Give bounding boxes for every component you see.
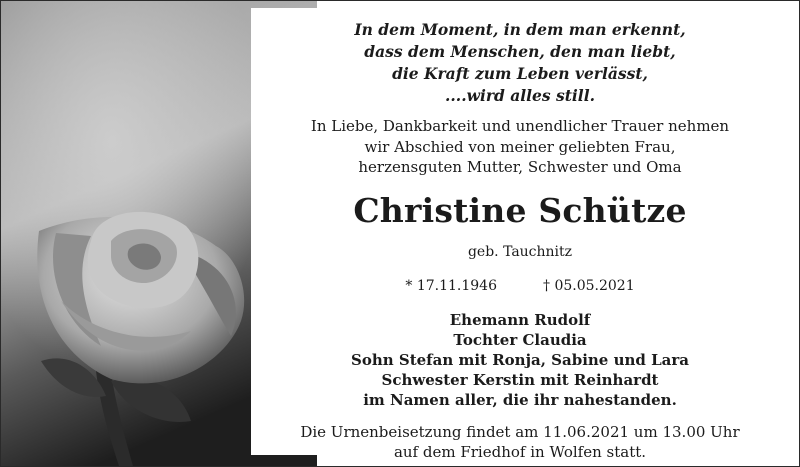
- death-date: † 05.05.2021: [543, 277, 635, 294]
- ceremony-line: Die Urnenbeisetzung findet am 11.06.2021 um 13.00 Uhr: [300, 422, 740, 441]
- birth-date: * 17.11.1946: [405, 277, 497, 294]
- mourner-line: Ehemann Rudolf: [449, 310, 591, 329]
- mourner-line: Tochter Claudia: [453, 330, 587, 349]
- text-column: [251, 8, 789, 463]
- mourner-line: Schwester Kerstin mit Reinhardt: [381, 371, 659, 390]
- intro-line: In Liebe, Dankbarkeit und unendlicher Trauer nehmen: [310, 117, 730, 135]
- mourners-list: [251, 310, 789, 411]
- deceased-name: Christine Schütze: [353, 190, 687, 230]
- intro-line: herzensguten Mutter, Schwester und Oma: [358, 158, 682, 176]
- mourner-line: im Namen aller, die ihr nahestanden.: [363, 391, 677, 410]
- ceremony-info: [251, 422, 789, 463]
- poem: [251, 19, 789, 107]
- life-dates: [251, 276, 789, 296]
- poem-line: In dem Moment, in dem man erkennt,: [354, 20, 686, 39]
- intro-line: wir Abschied von meiner geliebten Frau,: [364, 137, 676, 156]
- poem-line: ....wird alles still.: [445, 86, 595, 105]
- poem-line: dass dem Menschen, den man liebt,: [364, 42, 676, 61]
- birth-name: geb. Tauchnitz: [467, 243, 573, 260]
- poem-line: die Kraft zum Leben verlässt,: [392, 64, 648, 83]
- intro-text: [251, 116, 789, 178]
- mourner-line: Sohn Stefan mit Ronja, Sabine und Lara: [351, 350, 689, 369]
- ceremony-line: auf dem Friedhof in Wolfen statt.: [393, 443, 647, 462]
